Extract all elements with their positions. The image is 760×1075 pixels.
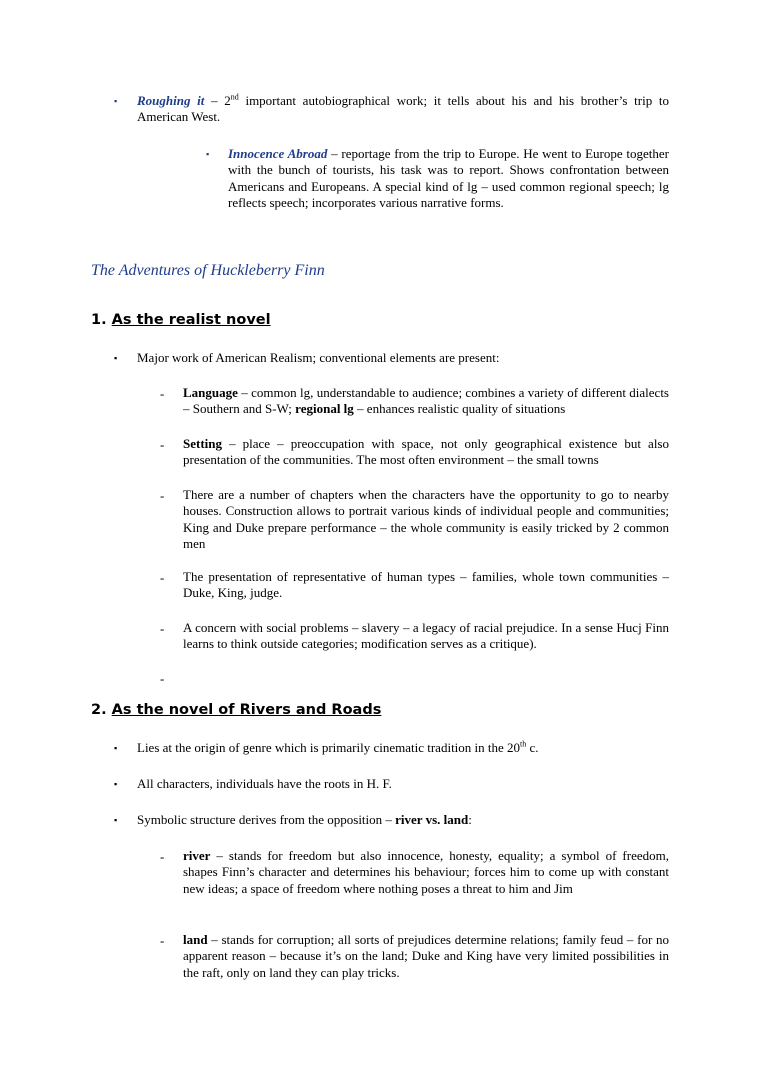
bullet-square-icon: ▪ [114,743,118,753]
section-2-number: 2. [91,702,107,718]
language-text-2: – enhances realistic quality of situations [353,401,566,417]
symbolic-colon: : [468,812,472,827]
language-item [183,385,669,418]
section-2-bullet-symbolic [137,812,669,828]
bullet-square-icon: ▪ [114,96,118,106]
genre-text: Lies at the origin of genre which is primarily cinematic tradition in the 20 [137,740,521,755]
section-2-title [91,702,381,718]
bullet-square-icon: ▪ [114,779,118,789]
land-term: land [183,932,208,947]
dash-icon: - [160,570,165,585]
dash-icon: - [160,386,165,401]
roughing-it-title: Roughing it [137,93,205,108]
river-item [183,848,669,897]
dash-icon: - [160,437,165,452]
innocence-abroad-text: – reportage from the trip to Europe. He went to Europe together with the bunch of tourists, his task was to report. Shows confrontation between Americans and Europeans. A special kind of lg – used common regional speech; lg reflects speech; incorporates various narrative forms. [228,146,670,210]
river-term: river [183,848,211,863]
river-text: – stands for freedom but also innocence, honesty, equality; a symbol of freedom, shapes Finn’s character and determines his behaviour; forces him to come up with constant new ideas; a space of freedom where nothing poses a threat to him and Jim [183,848,669,896]
section-2-title-text: As the novel of Rivers and Roads [111,702,382,718]
language-text: – common lg, understandable to audience; combines a variety of different dialects – Southern and S-W; [183,385,669,417]
river-vs-land: river vs. land [395,812,469,827]
section-1-bullet: Major work of American Realism; conventional elements are present: [137,350,500,365]
setting-item [183,436,669,469]
dash-icon: - [160,933,165,948]
section-1-number: 1. [91,312,107,328]
roughing-it-entry [137,93,669,126]
concern-item: A concern with social problems – slavery – a legacy of racial prejudice. In a sense Hucj Finn learns to think outside categories; modification serves as a critique). [183,620,669,652]
setting-term: Setting [183,436,222,451]
types-item: The presentation of representative of human types – families, whole town communities – Duke, King, judge. [183,569,669,601]
land-item [183,932,669,981]
bullet-square-icon: ▪ [114,353,118,363]
roughing-it-text: important autobiographical work; it tells about his and his brother’s trip to American West. [137,93,669,125]
section-1-title-text: As the realist novel [111,312,271,328]
genre-text-end: c. [526,740,539,755]
land-text: – stands for corruption; all sorts of prejudices determine relations; family feud – for no apparent reason – because it’s on the land; Duke and King have very limited possibilities in the raft, only on land they can play tricks. [183,932,669,980]
dash-icon: - [160,849,165,864]
regional-lg-term: regional lg [295,401,354,417]
roughing-it-sup: nd [230,92,239,102]
genre-sup: th [520,739,527,749]
dash-icon: - [160,621,165,636]
symbolic-text: Symbolic structure derives from the opposition – [137,812,396,827]
bullet-square-icon: ▪ [206,149,210,159]
roughing-it-dash: – 2 [204,93,231,108]
innocence-abroad-title: Innocence Abroad [228,146,328,161]
innocence-abroad-entry [228,146,669,211]
empty-dash-item: - [160,671,165,686]
section-2-bullet-genre [137,740,669,756]
dash-icon: - [160,488,165,503]
section-2-bullet-characters: All characters, individuals have the roots in H. F. [137,776,392,791]
novel-heading: The Adventures of Huckleberry Finn [91,262,325,279]
chapters-item: There are a number of chapters when the characters have the opportunity to go to nearby houses. Construction allows to portrait various kinds of individual people and communities; King and Duke prepare performance – the whole community is easily tricked by 2 common men [183,487,669,551]
bullet-square-icon: ▪ [114,815,118,825]
language-term: Language [183,385,238,400]
section-1-title [91,312,271,328]
setting-text: – place – preoccupation with space, not only geographical existence but also presentation of the communities. The most often environment – the small towns [183,436,669,468]
